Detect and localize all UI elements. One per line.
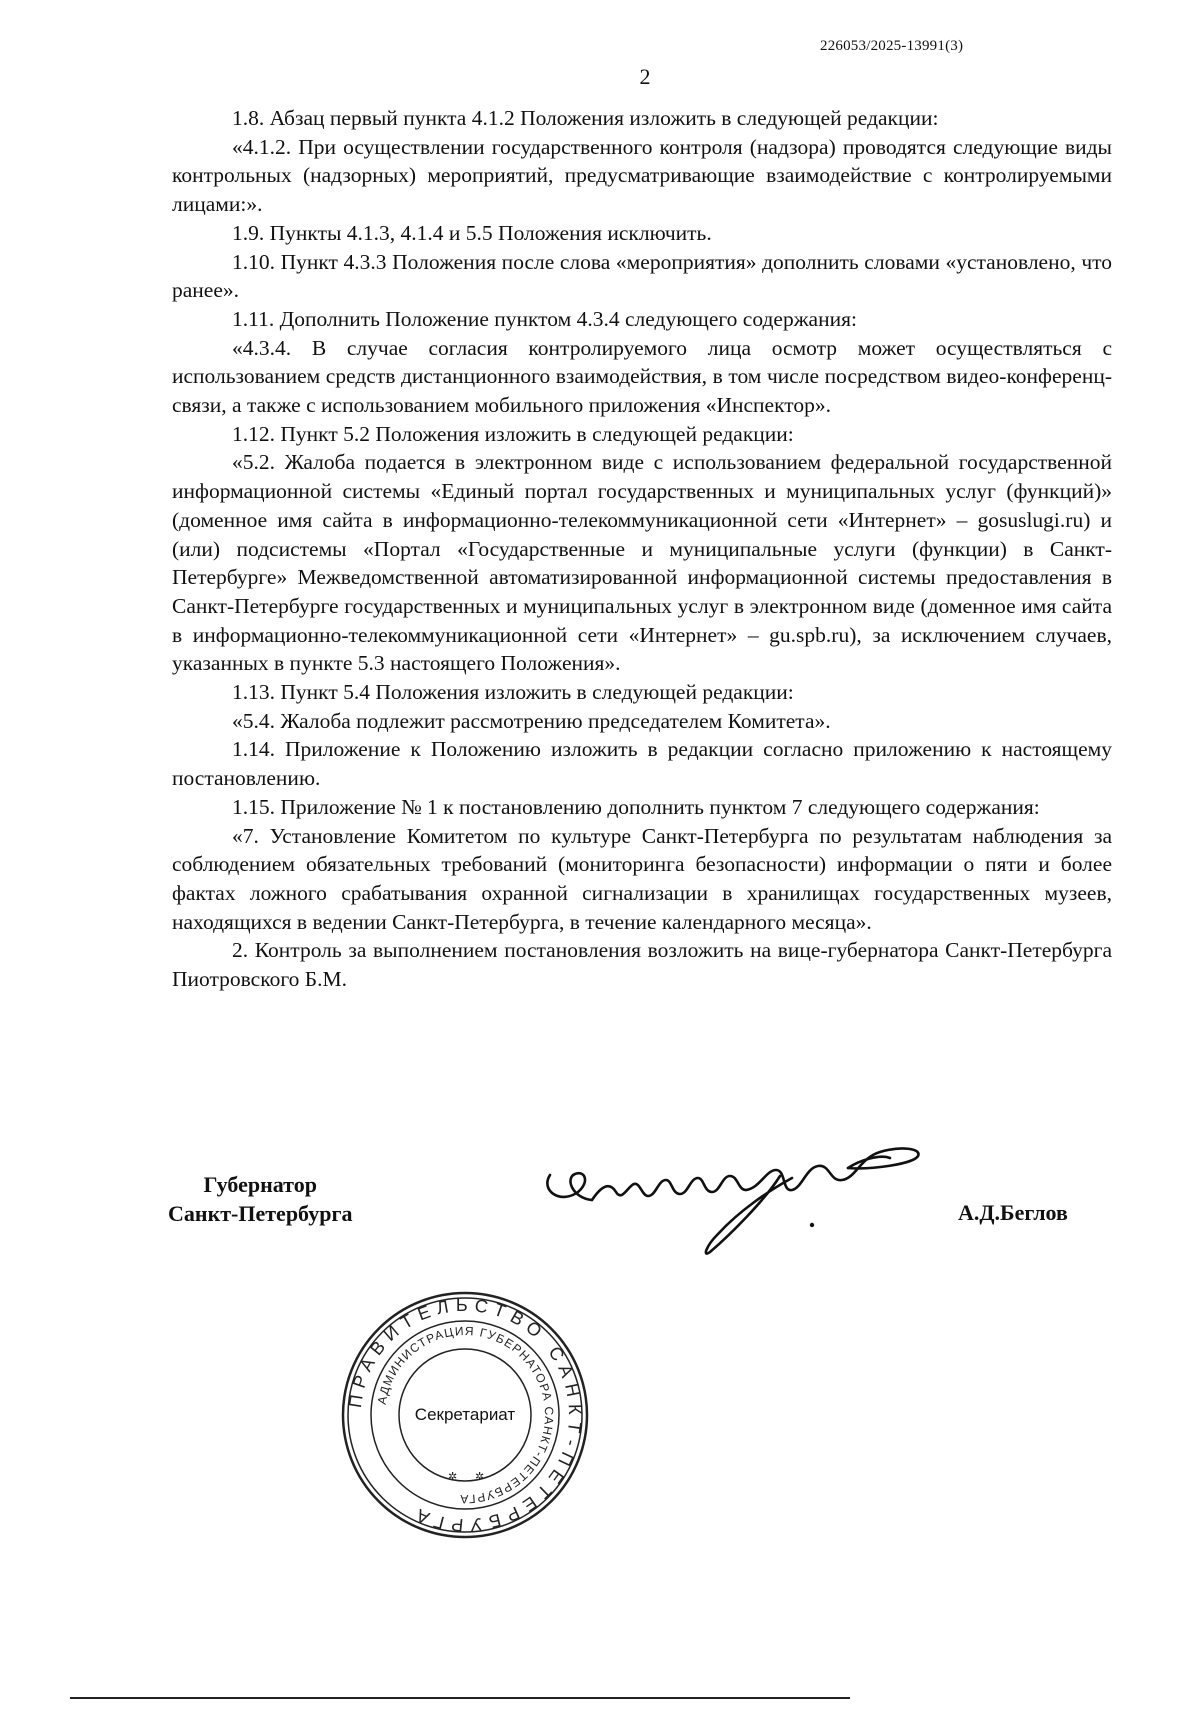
svg-text:ПРАВИТЕЛЬСТВО САНКТ-ПЕТЕРБУРГА: ПРАВИТЕЛЬСТВО САНКТ-ПЕТЕРБУРГА bbox=[344, 1294, 586, 1536]
document-body bbox=[172, 104, 1112, 994]
paragraph-1-11: 1.11. Дополнить Положение пунктом 4.3.4 следующего содержания: bbox=[232, 306, 857, 331]
signatory-position bbox=[168, 1170, 352, 1228]
paragraph-2: 2. Контроль за выполнением постановления возложить на вице-губернатора Санкт-Петербурга Пиотровского Б.М. bbox=[172, 938, 1112, 992]
paragraph-1-9: 1.9. Пункты 4.1.3, 4.1.4 и 5.5 Положения исключить. bbox=[232, 220, 712, 245]
paragraph-1-10: 1.10. Пункт 4.3.3 Положения после слова «мероприятия» дополнить словами «установлено, что ранее». bbox=[172, 249, 1112, 303]
paragraph-quote-5-4: «5.4. Жалоба подлежит рассмотрению председателем Комитета». bbox=[232, 708, 831, 733]
paragraph-quote-4-3-4: «4.3.4. В случае согласия контролируемого лица осмотр может осуществляться с использованием средств дистанционного взаимодействия, в том числе посредством видео-конференц-связи, а также с использованием мобильного приложения «Инспектор». bbox=[172, 335, 1112, 418]
paragraph-1-12: 1.12. Пункт 5.2 Положения изложить в следующей редакции: bbox=[232, 421, 794, 446]
paragraph-quote-4-1-2: «4.1.2. При осуществлении государственного контроля (надзора) проводятся следующие виды контрольных (надзорных) мероприятий, предусматривающие взаимодействие с контролируемыми лицами:». bbox=[172, 134, 1112, 217]
signatory-region: Санкт-Петербурга bbox=[168, 1201, 353, 1226]
svg-text:✲: ✲ bbox=[475, 1471, 485, 1483]
signatory-name: А.Д.Беглов bbox=[958, 1200, 1068, 1225]
paragraph-1-15: 1.15. Приложение № 1 к постановлению дополнить пунктом 7 следующего содержания: bbox=[232, 794, 1040, 819]
paragraph-1-8: 1.8. Абзац первый пункта 4.1.2 Положения изложить в следующей редакции: bbox=[232, 106, 939, 130]
svg-text:✲: ✲ bbox=[448, 1471, 458, 1483]
svg-text:АДМИНИСТРАЦИЯ ГУБЕРНАТОРА САНК: АДМИНИСТРАЦИЯ ГУБЕРНАТОРА САНКТ-ПЕТЕРБУРГА bbox=[374, 1323, 557, 1507]
bottom-divider bbox=[70, 1697, 850, 1699]
paragraph-1-13: 1.13. Пункт 5.4 Положения изложить в следующей редакции: bbox=[232, 680, 794, 705]
document-registration-number: 226053/2025-13991(3) bbox=[820, 38, 964, 54]
page-number: 2 bbox=[639, 64, 651, 89]
paragraph-1-14: 1.14. Приложение к Положению изложить в редакции согласно приложению к настоящему постановлению. bbox=[172, 737, 1112, 791]
handwritten-signature-icon bbox=[530, 1130, 940, 1260]
paragraph-quote-5-2: «5.2. Жалоба подается в электронном виде с использованием федеральной государственной информационной системы «Единый портал государственных и муниципальных услуг (функций)» (доменное имя сайта в информационно-телекоммуникационной сети «Интернет» – gosuslugi.ru) и (или) подсистемы «Портал «Государственные и муниципальные услуги (функции) в Санкт-Петербурге» Межведомственной автоматизированной информационной системы предоставления в Санкт-Петербурге государственных и муниципальных услуг в электронном виде (доменное имя сайта в информационно-телекоммуникационной сети «Интернет» – gu.spb.ru), за исключением случаев, указанных в пункте 5.3 настоящего Положения». bbox=[172, 450, 1112, 676]
seal-center-label: Секретариат bbox=[414, 1405, 516, 1424]
paragraph-quote-7: «7. Установление Комитетом по культуре Санкт-Петербурга по результатам наблюдения за соблюдением обязательных требований (мониторинга безопасности) информации о пяти и более фактах ложного срабатывания охранной сигнализации в хранилищах государственных музеев, находящихся в ведении Санкт-Петербурга, в течение календарного месяца». bbox=[172, 823, 1112, 934]
signatory-title: Губернатор bbox=[203, 1172, 317, 1197]
